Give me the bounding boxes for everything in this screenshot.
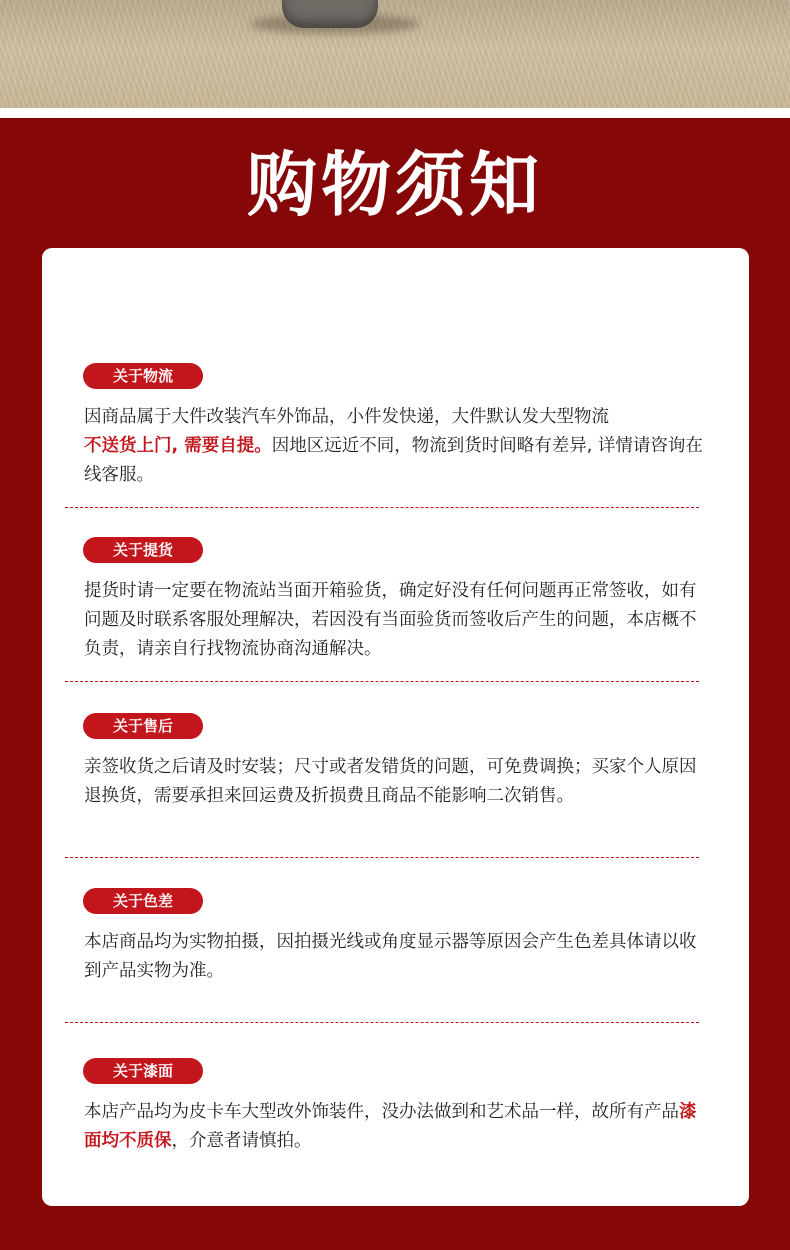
- section-tag: 关于售后: [83, 713, 203, 739]
- section-text: [84, 1098, 704, 1156]
- section-tag: 关于物流: [83, 363, 203, 389]
- notice-card: [42, 248, 749, 1206]
- section-text: 提货时请一定要在物流站当面开箱验货，确定好没有任何问题再正常签收，如有问题及时联系客服处理解决，若因没有当面验货而签收后产生的问题，本店概不负责，请亲自行找物流协商沟通解决。: [84, 581, 697, 659]
- highlight-text: 漆面均不质保: [84, 1102, 697, 1151]
- section-text: [84, 403, 704, 490]
- text-part: 因地区远近不同，物流到货时间略有差异, 详情请咨询在线客服。: [84, 436, 703, 485]
- divider: [65, 507, 699, 508]
- section-tag: 关于漆面: [83, 1058, 203, 1084]
- text-part: 本店产品均为皮卡车大型改外饰装件，没办法做到和艺术品一样，故所有产品: [84, 1102, 679, 1122]
- product-photo-strip: [0, 0, 790, 108]
- divider: [65, 681, 699, 682]
- section-text: 亲签收货之后请及时安装；尺寸或者发错货的问题，可免费调换；买家个人原因退换货，需要承担来回运费及折损费且商品不能影响二次销售。: [84, 757, 697, 806]
- vehicle-tire: [282, 0, 378, 28]
- section-text: 本店商品均为实物拍摄，因拍摄光线或角度显示器等原因会产生色差具体请以收到产品实物为准。: [84, 932, 697, 981]
- highlight-text: 不送货上门, 需要自提。: [84, 436, 272, 456]
- divider: [65, 857, 699, 858]
- photo-border: [0, 108, 790, 118]
- text-part: 因商品属于大件改装汽车外饰品，小件发快递，大件默认发大型物流: [84, 407, 609, 427]
- divider: [65, 1022, 699, 1023]
- page-title: 购物须知: [247, 144, 543, 226]
- text-part: ，介意者请慎拍。: [171, 1131, 312, 1151]
- section-tag: 关于提货: [83, 537, 203, 563]
- section-tag: 关于色差: [83, 888, 203, 914]
